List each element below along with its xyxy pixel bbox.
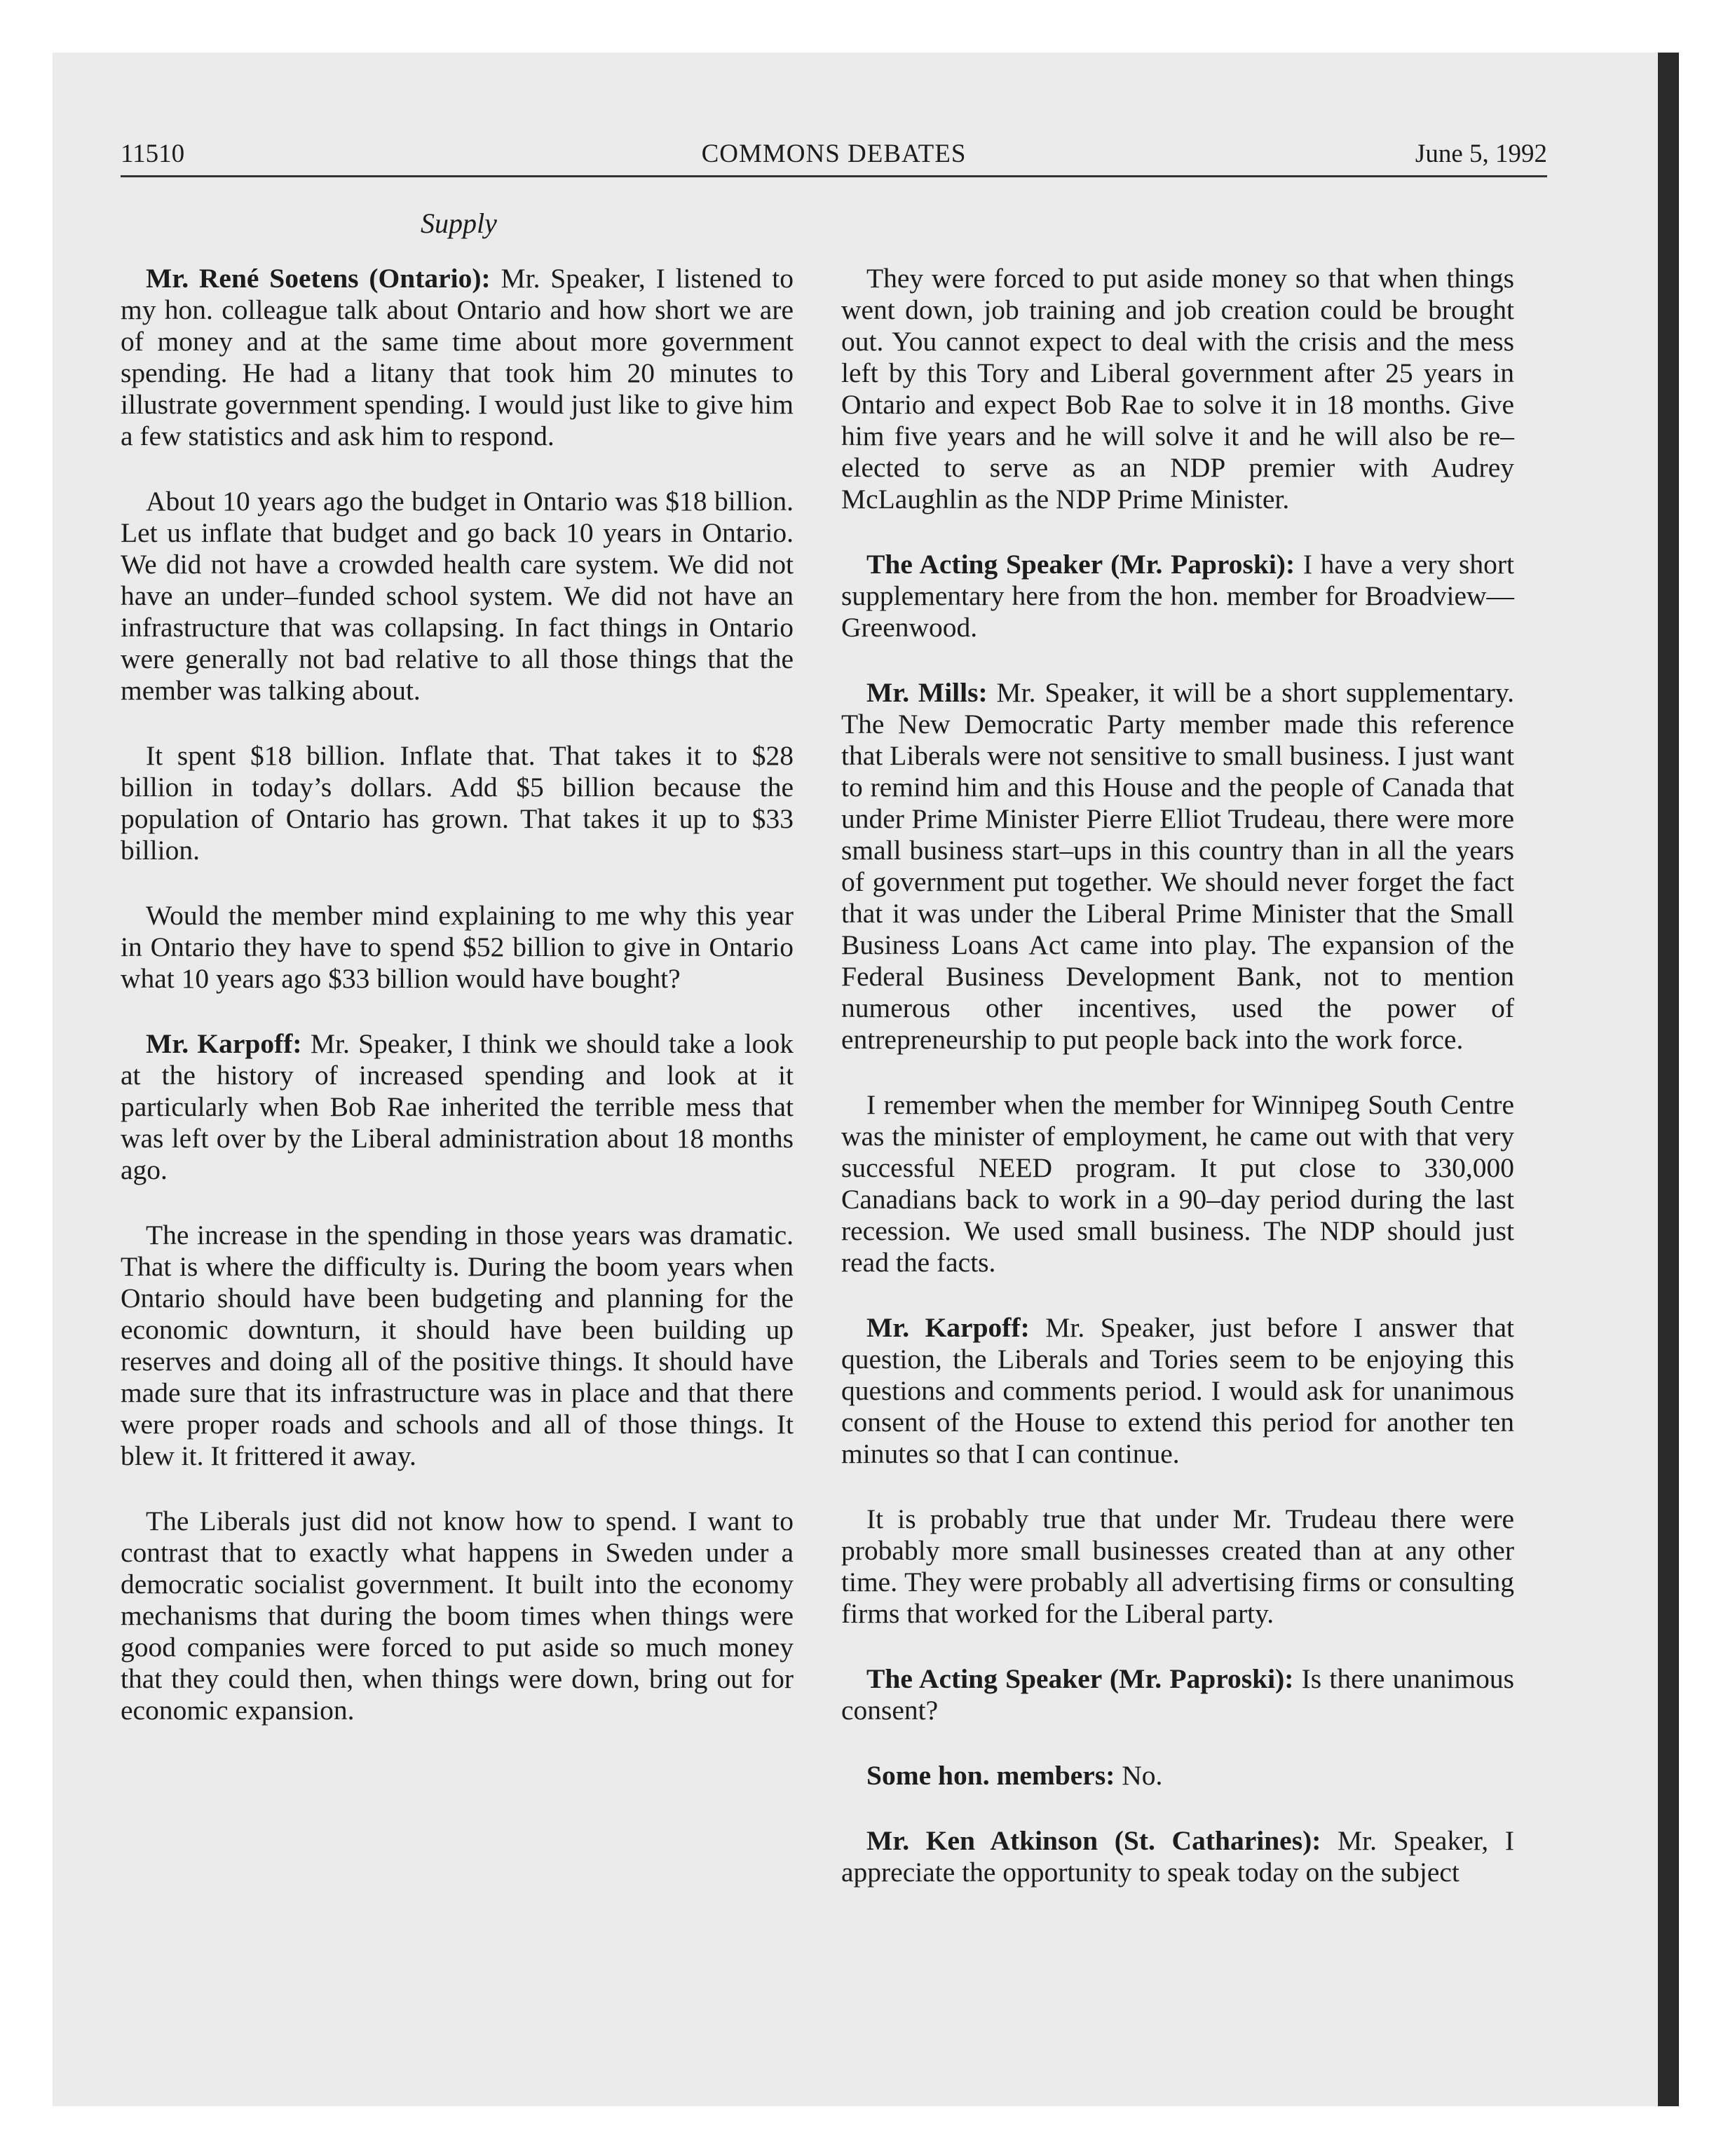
paragraph-text: The increase in the spending in those years was dramatic. That is where the difficulty is. During the boom years when Ontario should have been budgeting and planning for the economic downturn, it should have been building up reserves and doing all of the positive things. It should have made sure that its infrastructure was in place and that there were proper roads and schools and all of those things. It blew it. It frittered it away. — [121, 1220, 794, 1471]
paragraph-text: Would the member mind explaining to me why this year in Ontario they have to spend $52 billion to give in Ontario what 10 years ago $33 billion would have bought? — [121, 900, 794, 994]
paragraph — [841, 1663, 1514, 1726]
paragraph — [841, 1312, 1514, 1470]
page-header — [121, 139, 1547, 175]
paragraph-text: I remember when the member for Winnipeg South Centre was the minister of employment, he came out with that very successful NEED program. It put close to 330,000 Canadians back to work in a 90–day period during the last recession. We used small business. The NDP should just read the facts. — [841, 1089, 1514, 1278]
speaker-name: Mr. Ken Atkinson (St. Catharines): — [866, 1825, 1321, 1856]
section-title: Supply — [421, 207, 497, 239]
page-number: 11510 — [121, 139, 185, 168]
paragraph-text: Mr. Speaker, it will be a short supplementary. The New Democratic Party member made this reference that Liberals were not sensitive to small business. I just want to remind him and this House and the people of Canada that under Prime Minister Pierre Elliot Trudeau, there were more small business start–ups in this country than in all the years of government put together. We should never forget the fact that it was under the Liberal Prime Minister that the Small Business Loans Act came into play. The expansion of the Federal Business Development Bank, not to mention numerous other incentives, used the power of entrepreneurship to put people back into the work force. — [841, 677, 1514, 1055]
paragraph — [841, 263, 1514, 515]
paragraph-text: Mr. Speaker, just before I answer that question, the Liberals and Tories seem to be enjoying this questions and comments period. I would ask for unanimous consent of the House to extend this period for another ten minutes so that I can continue. — [841, 1312, 1514, 1469]
paragraph-text: The Liberals just did not know how to spend. I want to contrast that to exactly what happens in Sweden under a democratic socialist government. It built into the economy mechanisms that during the boom times when things were good companies were forced to put aside so much money that they could then, when things were down, bring out for economic expansion. — [121, 1506, 794, 1726]
paragraph — [841, 1825, 1514, 1888]
speaker-name: Mr. Karpoff: — [866, 1312, 1030, 1343]
speaker-name: The Acting Speaker (Mr. Paproski): — [866, 549, 1295, 580]
paragraph — [841, 1503, 1514, 1630]
paragraph-text: Is there unanimous consent? — [841, 1663, 1514, 1726]
paragraph-text: Mr. Speaker, I listened to my hon. colleague talk about Ontario and how short we are of money and at the same time about more government spending. He had a litany that took him 20 minutes to illustrate government spending. I would just like to give him a few statistics and ask him to respond. — [121, 263, 794, 451]
paragraph-text: I have a very short supplementary here from the hon. member for Broadview—Greenwood. — [841, 549, 1514, 643]
header-rule — [121, 175, 1547, 177]
speaker-name: Mr. René Soetens (Ontario): — [146, 263, 491, 294]
paragraph-text: It is probably true that under Mr. Trudeau there were probably more small businesses created than at any other time. They were probably all advertising firms or consulting firms that worked for the Liberal party. — [841, 1503, 1514, 1629]
paragraph — [121, 1220, 794, 1472]
paragraph — [121, 740, 794, 866]
paragraph — [121, 1028, 794, 1186]
left-column — [121, 263, 794, 1726]
right-column — [841, 263, 1514, 1888]
paragraph — [841, 677, 1514, 1056]
paragraph — [121, 900, 794, 995]
speaker-name: Mr. Karpoff: — [146, 1028, 302, 1059]
paragraph-text: Mr. Speaker, I think we should take a look at the history of increased spending and look at it particularly when Bob Rae inherited the terrible mess that was left over by the Liberal administration about 18 months ago. — [121, 1028, 794, 1185]
paragraph — [841, 1089, 1514, 1278]
paragraph-text: Mr. Speaker, I appreciate the opportunity to speak today on the subject — [841, 1825, 1514, 1888]
paragraph — [841, 1760, 1514, 1792]
paragraph — [841, 549, 1514, 643]
speaker-name: The Acting Speaker (Mr. Paproski): — [866, 1663, 1294, 1694]
paragraph — [121, 263, 794, 452]
paragraph-text: It spent $18 billion. Inflate that. That takes it to $28 billion in today’s dollars. Add $5 billion because the population of Ontario has grown. That takes it up to $33 billion. — [121, 740, 794, 866]
scan-edge-bar — [1658, 53, 1679, 2106]
paragraph — [121, 1506, 794, 1726]
publication-date: June 5, 1992 — [1415, 139, 1547, 168]
publication-title: COMMONS DEBATES — [701, 139, 967, 168]
speaker-name: Some hon. members: — [866, 1760, 1115, 1791]
paragraph-text: About 10 years ago the budget in Ontario was $18 billion. Let us inflate that budget and go back 10 years in Ontario. We did not have a crowded health care system. We did not have an under–funded school system. We did not have an infrastructure that was collapsing. In fact things in Ontario were generally not bad relative to all those things that the member was talking about. — [121, 486, 794, 706]
paragraph-text: They were forced to put aside money so that when things went down, job training and job creation could be brought out. You cannot expect to deal with the crisis and the mess left by this Tory and Liberal government after 25 years in Ontario and expect Bob Rae to solve it in 18 months. Give him five years and he will solve it and he will also be re–elected to serve as an NDP premier with Audrey McLaughlin as the NDP Prime Minister. — [841, 263, 1514, 514]
speaker-name: Mr. Mills: — [866, 677, 988, 708]
paragraph — [121, 486, 794, 707]
paragraph-text: No. — [1115, 1760, 1163, 1791]
